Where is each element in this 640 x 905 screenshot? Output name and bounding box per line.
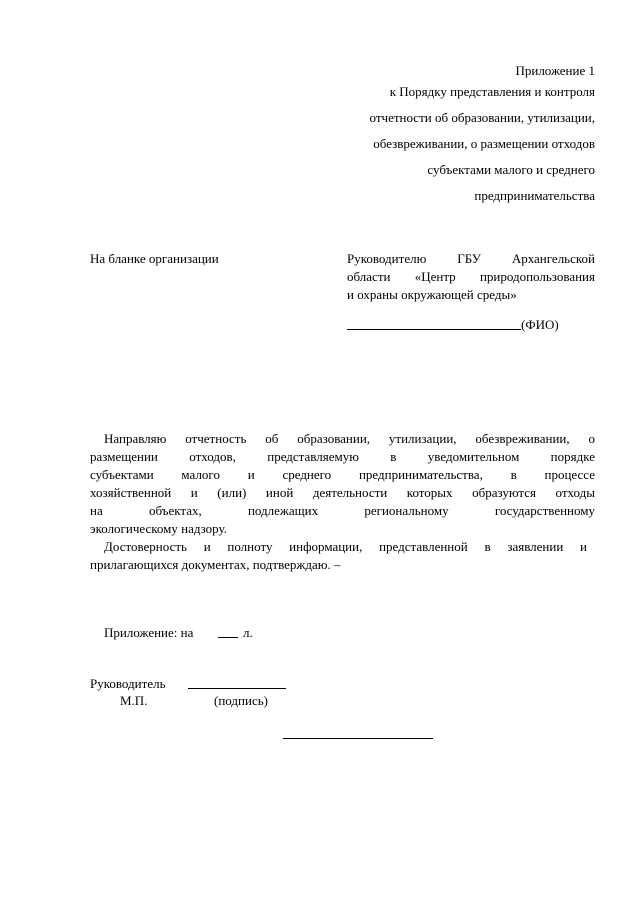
header-line-4: обезвреживании, о размещении отходов: [373, 136, 595, 151]
body-line-3: субъектами малого и среднего предпринимательства, в процессе: [90, 467, 595, 482]
confirmation-line-2: прилагающихся документах, подтверждаю. –: [90, 557, 341, 572]
body-line-5: на объектах, подлежащих региональному государственному: [90, 503, 595, 518]
header-line-6: предпринимательства: [474, 188, 595, 203]
attachment-prefix: Приложение: на: [104, 625, 194, 640]
signature-label: (подпись): [214, 693, 268, 708]
stamp-label: М.П.: [120, 693, 148, 708]
signature-role: Руководитель: [90, 676, 166, 691]
fio-label: (ФИО): [521, 317, 559, 332]
body-line-2: размещении отходов, представляемую в уведомительном порядке: [90, 449, 595, 464]
letterhead-note: На бланке организации: [90, 251, 219, 266]
signature-blank-line: [188, 688, 286, 689]
addressee-line-2: области «Центр природопользования: [347, 269, 595, 284]
header-line-3: отчетности об образовании, утилизации,: [369, 110, 595, 125]
fio-blank-line: [347, 329, 521, 330]
header-line-2: к Порядку представления и контроля: [389, 84, 595, 99]
bottom-blank-line: [283, 738, 433, 739]
header-line-1: Приложение 1: [515, 63, 595, 78]
header-line-5: субъектами малого и среднего: [427, 162, 595, 177]
attachment-pages-blank: [218, 637, 238, 638]
body-line-4: хозяйственной и (или) иной деятельности которых образуются отходы: [90, 485, 595, 500]
addressee-line-1: Руководителю ГБУ Архангельской: [347, 251, 595, 266]
attachment-suffix: л.: [243, 625, 253, 640]
body-line-1: Направляю отчетность об образовании, утилизации, обезвреживании, о: [104, 431, 595, 446]
body-line-6: экологическому надзору.: [90, 521, 227, 536]
addressee-line-3: и охраны окружающей среды»: [347, 287, 517, 302]
confirmation-line-1: Достоверность и полноту информации, представленной в заявлении и: [104, 539, 587, 554]
